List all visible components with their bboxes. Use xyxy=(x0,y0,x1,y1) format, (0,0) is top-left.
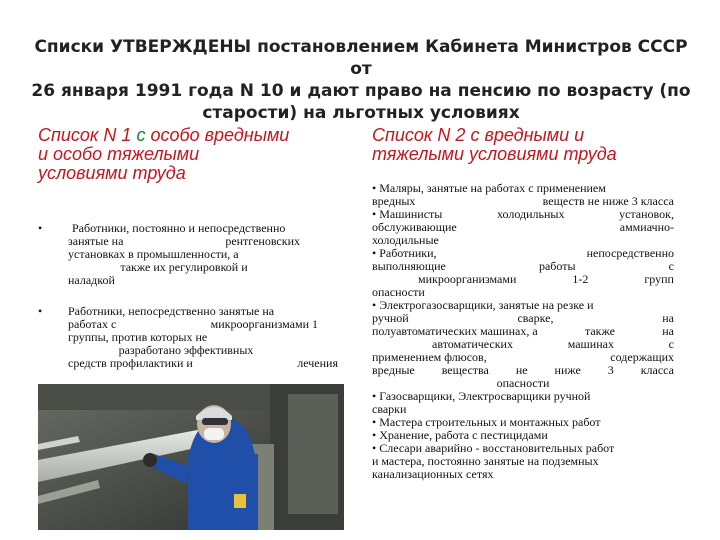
item-text: микроорганизмами 1 xyxy=(210,317,318,331)
bullet: • xyxy=(38,221,43,235)
list-line: ручной сварке, на xyxy=(372,311,674,325)
item-text: Работники, непосредственно занятые на xyxy=(68,304,275,318)
item-text: рентгеновских xyxy=(225,234,300,248)
list1-item-microorganisms xyxy=(38,305,344,370)
item-text: разработано эффективных xyxy=(118,343,254,357)
list-line: сварки xyxy=(372,402,407,416)
list-line: автоматических машинах с xyxy=(432,337,674,351)
slide-title xyxy=(30,36,692,124)
list-line: микроорганизмами 1-2 групп xyxy=(418,272,674,286)
list-line: • Работники, непосредственно xyxy=(372,246,674,260)
list2-heading-line1: Список N 2 с вредными и xyxy=(372,125,585,145)
list-line: применением флюсов, содержащих xyxy=(372,350,674,364)
title-line: Списки УТВЕРЖДЕНЫ постановлением Кабинета Министров СССР от xyxy=(34,37,688,79)
worker-illustration xyxy=(38,384,344,530)
list-line: • Машинисты холодильных установок, xyxy=(372,207,674,221)
list-line: вредные вещества не ниже 3 класса xyxy=(372,363,674,377)
list1-heading-line3: условиями труда xyxy=(38,163,186,183)
list-line: • Газосварщики, Электросварщики ручной xyxy=(372,389,591,403)
list1-number: Список N 1 xyxy=(38,125,132,145)
list2-heading xyxy=(372,126,692,164)
list1-preposition: с xyxy=(136,125,146,145)
list-line: вредных веществ не ниже 3 класса xyxy=(372,194,674,208)
list-line: • Мастера строительных и монтажных работ xyxy=(372,415,601,429)
title-line: 26 января 1991 года N 10 и дают право на пенсию по возрасту (по xyxy=(31,81,691,101)
list-line: • Слесари аварийно - восстановительных работ xyxy=(372,441,615,455)
list-line: обслуживающие аммиачно- xyxy=(372,220,674,234)
worker-photo xyxy=(38,384,344,530)
list1-heading-line2: и особо тяжелыми xyxy=(38,144,200,164)
list-line: холодильные xyxy=(372,233,439,247)
list-line: • Хранение, работа с пестицидами xyxy=(372,428,548,442)
list2-items xyxy=(372,182,674,481)
title-line: старости) на льготных условиях xyxy=(202,103,520,123)
list1-item-xray xyxy=(38,222,344,287)
list1-heading-line1 xyxy=(38,126,348,145)
list1-heading xyxy=(38,126,348,183)
item-text: лечения xyxy=(297,356,338,370)
list-line: и мастера, постоянно занятые на подземных xyxy=(372,454,599,468)
list-line: канализационных сетях xyxy=(372,467,494,481)
item-text: средств профилактики и xyxy=(68,356,193,370)
item-text: наладкой xyxy=(68,273,115,287)
list-line: выполняющие работы с xyxy=(372,259,674,273)
list-line: полуавтоматических машинах, а также на xyxy=(372,324,674,338)
list-line: • Электрогазосварщики, занятые на резке и xyxy=(372,298,594,312)
item-text: группы, против которых не xyxy=(68,330,208,344)
item-text: также их регулировкой и xyxy=(120,260,248,274)
list2-heading-line2: тяжелыми условиями труда xyxy=(372,144,617,164)
list1-heading-part: особо вредными xyxy=(150,125,290,145)
list-line: опасности xyxy=(496,376,550,390)
list-line: опасности xyxy=(372,285,425,299)
item-text: установках в промышленности, а xyxy=(68,247,239,261)
bullet: • xyxy=(38,304,43,318)
item-text: Работники, постоянно и непосредственно xyxy=(72,221,286,235)
list-line: • Маляры, занятые на работах с применением xyxy=(372,181,606,195)
item-text: занятые на xyxy=(68,234,124,248)
item-text: работах с xyxy=(68,317,117,331)
